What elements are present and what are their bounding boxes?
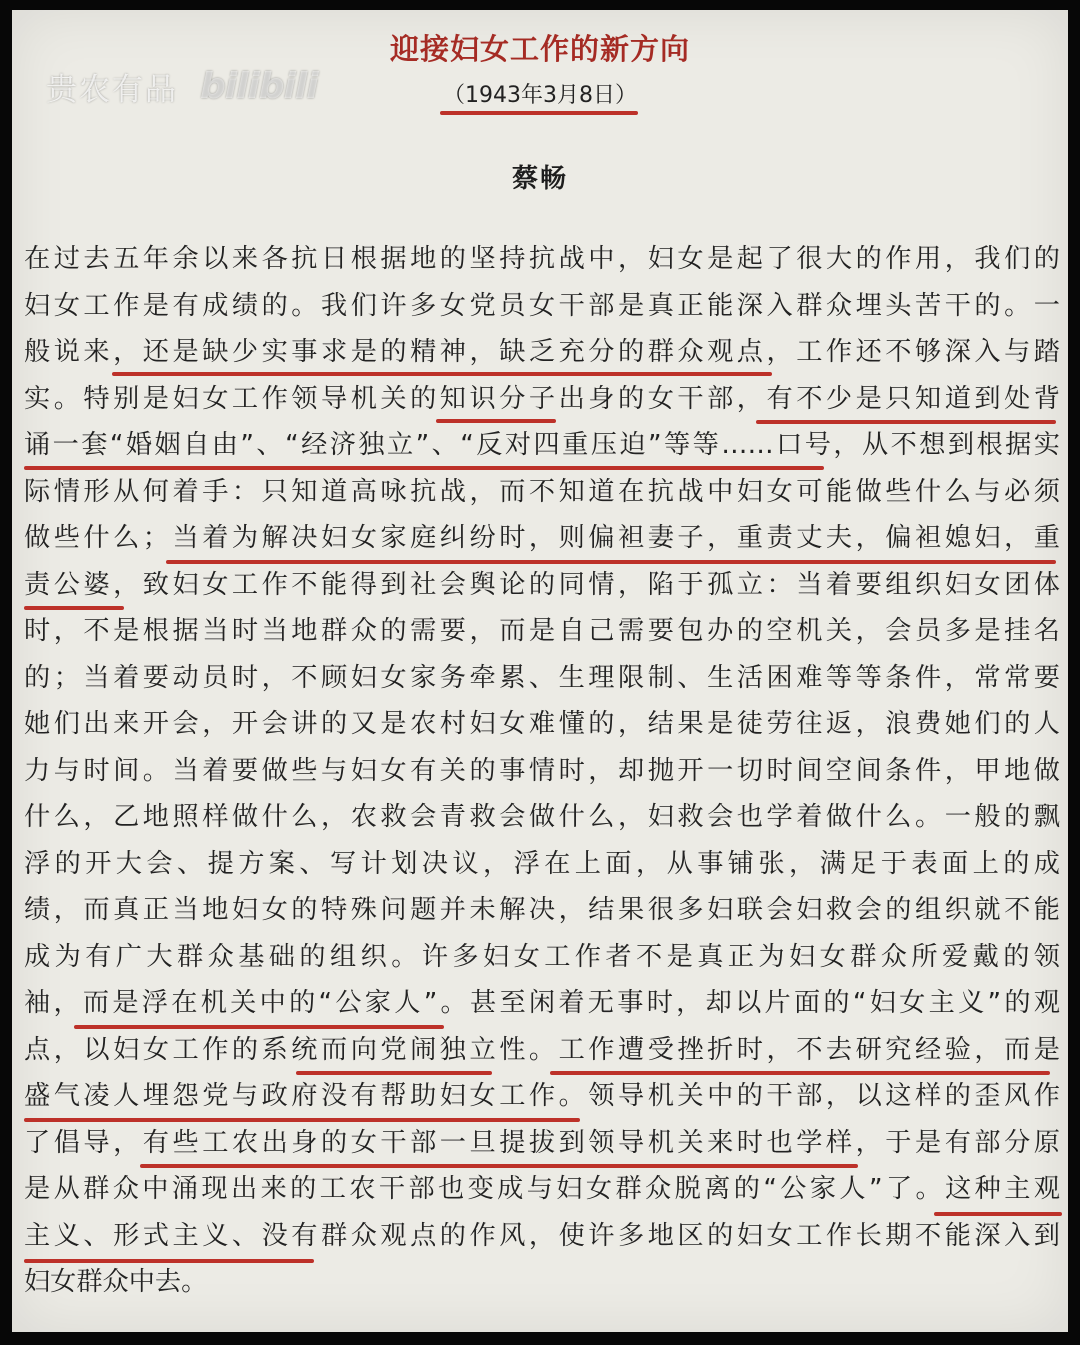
text-line: 做些什么；当着为解决妇女家庭纠纷时，则偏袒妻子，重责丈夫，偏袒媳妇，重	[24, 523, 1060, 553]
highlight-underline	[24, 1118, 580, 1122]
text-line: 妇女群众中去。	[24, 1267, 208, 1297]
highlight-underline	[24, 1259, 314, 1263]
highlight-underline	[112, 372, 772, 376]
text-line: 的；当着要动员时，不顾妇女家务牵累、生理限制、生活困难等等条件，常常要	[24, 662, 1060, 693]
article-body	[24, 236, 1060, 1306]
highlight-underline	[24, 606, 124, 610]
text-line: 什么，乙地照样做什么，农救会青救会做什么，妇救会也学着做什么。一般的飘	[24, 802, 1060, 832]
bilibili-logo-icon: bilibili	[200, 66, 318, 107]
highlight-underline	[74, 1025, 444, 1029]
title-date-underline	[440, 111, 638, 115]
watermark-channel-name: 贵农有品	[46, 72, 178, 108]
highlight-underline	[934, 1212, 1062, 1216]
text-line: 浮的开大会、提方案、写计划决议，浮在上面，从事铺张，满足于表面上的成	[24, 848, 1060, 879]
highlight-underline	[756, 420, 1056, 424]
text-line: 绩，而真正当地妇女的特殊问题并未解决，结果很多妇联会妇救会的组织就不能	[24, 895, 1060, 925]
text-line: 时，不是根据当时当地群众的需要，而是自己需要包办的空机关，会员多是挂名	[24, 616, 1060, 646]
text-line: 主义、形式主义、没有群众观点的作风，使许多地区的妇女工作长期不能深入到	[24, 1220, 1060, 1251]
text-line: 诵一套“婚姻自由”、“经济独立”、“反对四重压迫”等等……口号，从不想到根据实	[24, 430, 1060, 460]
text-line: 实。特别是妇女工作领导机关的知识分子出身的女干部，有不少是只知道到处背	[24, 383, 1060, 414]
text-line: 了倡导，有些工农出身的女干部一旦提拔到领导机关来时也学样，于是有部分原	[24, 1127, 1060, 1158]
highlight-underline	[296, 1071, 492, 1075]
text-line: 成为有广大群众基础的组织。许多妇女工作者不是真正为妇女群众所爱戴的领	[24, 941, 1060, 972]
text-line: 她们出来开会，开会讲的又是农村妇女难懂的，结果是徒劳往返，浪费她们的人	[24, 709, 1060, 739]
highlight-underline	[166, 560, 1056, 564]
text-line: 妇女工作是有成绩的。我们许多女党员女干部是真正能深入群众埋头苦干的。一	[24, 290, 1060, 321]
highlight-underline	[436, 419, 556, 423]
article-author: 蔡畅	[511, 164, 568, 194]
article-date: （1943年3月8日）	[443, 83, 637, 108]
text-line: 点，以妇女工作的系统而向党闹独立性。工作遭受挫折时，不去研究经验，而是	[24, 1034, 1060, 1065]
text-line: 力与时间。当着要做些与妇女有关的事情时，却抛开一切时间空间条件，甲地做	[24, 755, 1060, 786]
text-line: 际情形从何着手：只知道高咏抗战，而不知道在抗战中妇女可能做些什么与必须	[24, 476, 1060, 507]
highlight-underline	[140, 1164, 858, 1168]
highlight-underline	[550, 1071, 1050, 1075]
text-line: 责公婆，致妇女工作不能得到社会舆论的同情，陷于孤立：当着要组织妇女团体	[24, 569, 1060, 600]
text-line: 般说来，还是缺少实事求是的精神，缺乏充分的群众观点，工作还不够深入与踏	[24, 337, 1060, 367]
text-line: 袖，而是浮在机关中的“公家人”。甚至闲着无事时，却以片面的“妇女主义”的观	[24, 988, 1060, 1018]
text-line: 盛气凌人埋怨党与政府没有帮助妇女工作。领导机关中的干部，以这样的歪风作	[24, 1081, 1060, 1111]
highlight-underline	[24, 466, 824, 470]
article-title: 迎接妇女工作的新方向	[389, 32, 690, 66]
text-line: 在过去五年余以来各抗日根据地的坚持抗战中，妇女是起了很大的作用，我们的	[24, 244, 1060, 274]
text-line: 是从群众中涌现出来的工农干部也变成与妇女群众脱离的“公家人”了。这种主观	[24, 1174, 1060, 1204]
